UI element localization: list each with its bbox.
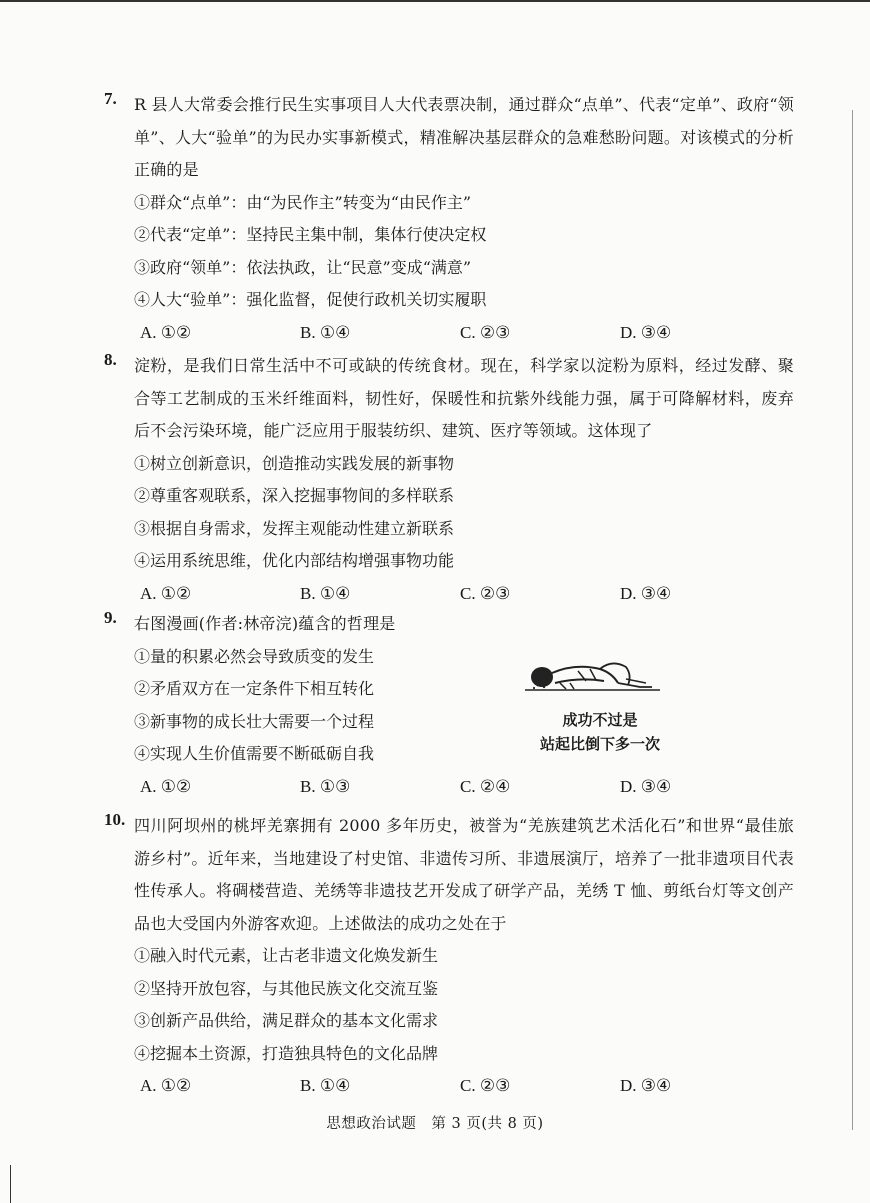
fallen-person-illustration — [500, 655, 700, 755]
choice-d: D. ③④ — [620, 1076, 672, 1095]
choice-c: C. ②③ — [460, 322, 511, 342]
question-number: 7. — [104, 89, 117, 108]
answer-choices — [140, 1070, 794, 1102]
option-1: ①量的积累必然会导致质变的发生 — [134, 646, 375, 666]
choice-b: B. ①④ — [300, 583, 351, 603]
choice-c: C. ②④ — [460, 776, 511, 796]
option-2: ②坚持开放包容，与其他民族文化交流互鉴 — [134, 978, 439, 998]
question-stem: 淀粉，是我们日常生活中不可或缺的传统食材。现在，科学家以淀粉为原料，经过发酵、聚合等工艺制成的玉米纤维面料，韧性好，保暖性和抗紫外线能力强，属于可降解材料，废弃后不会污染环境，能广泛应用于服装纺织、建筑、医疗等领域。这体现了 — [134, 356, 794, 440]
choice-c: C. ②③ — [460, 583, 511, 603]
question-8 — [104, 350, 794, 610]
choice-d: D. ③④ — [620, 776, 672, 796]
question-7 — [104, 89, 794, 349]
right-margin-line — [852, 110, 853, 1130]
option-3: ③根据自身需求，发挥主观能动性建立新联系 — [134, 518, 455, 538]
option-1: ①融入时代元素，让古老非遗文化焕发新生 — [134, 946, 439, 965]
question-number: 10. — [104, 810, 126, 829]
answer-choices — [140, 317, 794, 349]
option-3: ③新事物的成长壮大需要一个过程 — [134, 711, 375, 731]
choice-b: B. ①④ — [300, 1076, 351, 1095]
choice-a: A. ①② — [140, 583, 192, 603]
choice-a: A. ①② — [140, 1076, 192, 1095]
cartoon-caption-1: 成功不过是 — [562, 711, 638, 729]
option-4: ④运用系统思维，优化内部结构增强事物功能 — [134, 551, 455, 570]
option-3: ③政府“领单”：依法执政，让“民意”变成“满意” — [134, 257, 472, 277]
top-border — [0, 0, 870, 2]
question-stem: R 县人大常委会推行民生实事项目人大代表票决制，通过群众“点单”、代表“定单”、政府“领单”、人大“验单”的为民办实事新模式，精准解决基层群众的急难愁盼问题。对该模式的分析正确的是 — [134, 95, 794, 179]
option-4: ④人大“验单”：强化监督，促使行政机关切实履职 — [134, 290, 487, 309]
option-2: ②尊重客观联系，深入挖掘事物间的多样联系 — [134, 486, 455, 505]
cartoon-figure — [500, 655, 700, 755]
choice-b: B. ①④ — [300, 322, 351, 342]
question-stem: 四川阿坝州的桃坪羌寨拥有 2000 多年历史，被誉为“羌族建筑艺术活化石”和世界“最佳旅游乡村”。近年来，当地建设了村史馆、非遗传习所、非遗展演厅，培养了一批非遗项目代表性传承人。将碉楼营造、羌绣等非遗技艺开发成了研学产品，羌绣 T 恤、剪纸台灯等文创产品也大受国内外游客欢迎。上述做法的成功之处在于 — [134, 816, 794, 933]
option-2: ②矛盾双方在一定条件下相互转化 — [134, 679, 375, 698]
question-number: 9. — [104, 608, 117, 627]
choice-c: C. ②③ — [460, 1076, 511, 1095]
answer-choices — [140, 771, 794, 803]
option-3: ③创新产品供给，满足群众的基本文化需求 — [134, 1011, 439, 1030]
cartoon-caption-2: 站起比倒下多一次 — [539, 735, 661, 753]
choice-d: D. ③④ — [620, 322, 672, 342]
option-4: ④实现人生价值需要不断砥砺自我 — [134, 744, 375, 763]
option-4: ④挖掘本土资源，打造独具特色的文化品牌 — [134, 1043, 439, 1063]
choice-b: B. ①③ — [300, 776, 351, 796]
choice-a: A. ①② — [140, 776, 192, 796]
left-margin-mark — [10, 1165, 11, 1203]
question-stem: 右图漫画(作者:林帝浣)蕴含的哲理是 — [134, 614, 396, 633]
option-1: ①群众“点单”：由“为民作主”转变为“由民作主” — [134, 192, 472, 212]
question-10 — [104, 810, 794, 1102]
answer-choices — [140, 578, 794, 610]
choice-d: D. ③④ — [620, 583, 672, 603]
option-1: ①树立创新意识，创造推动实践发展的新事物 — [134, 453, 455, 473]
question-number: 8. — [104, 350, 117, 369]
option-2: ②代表“定单”：坚持民主集中制，集体行使决定权 — [134, 225, 487, 244]
choice-a: A. ①② — [140, 322, 192, 342]
page-footer: 思想政治试题 第 3 页(共 8 页) — [326, 1116, 544, 1132]
